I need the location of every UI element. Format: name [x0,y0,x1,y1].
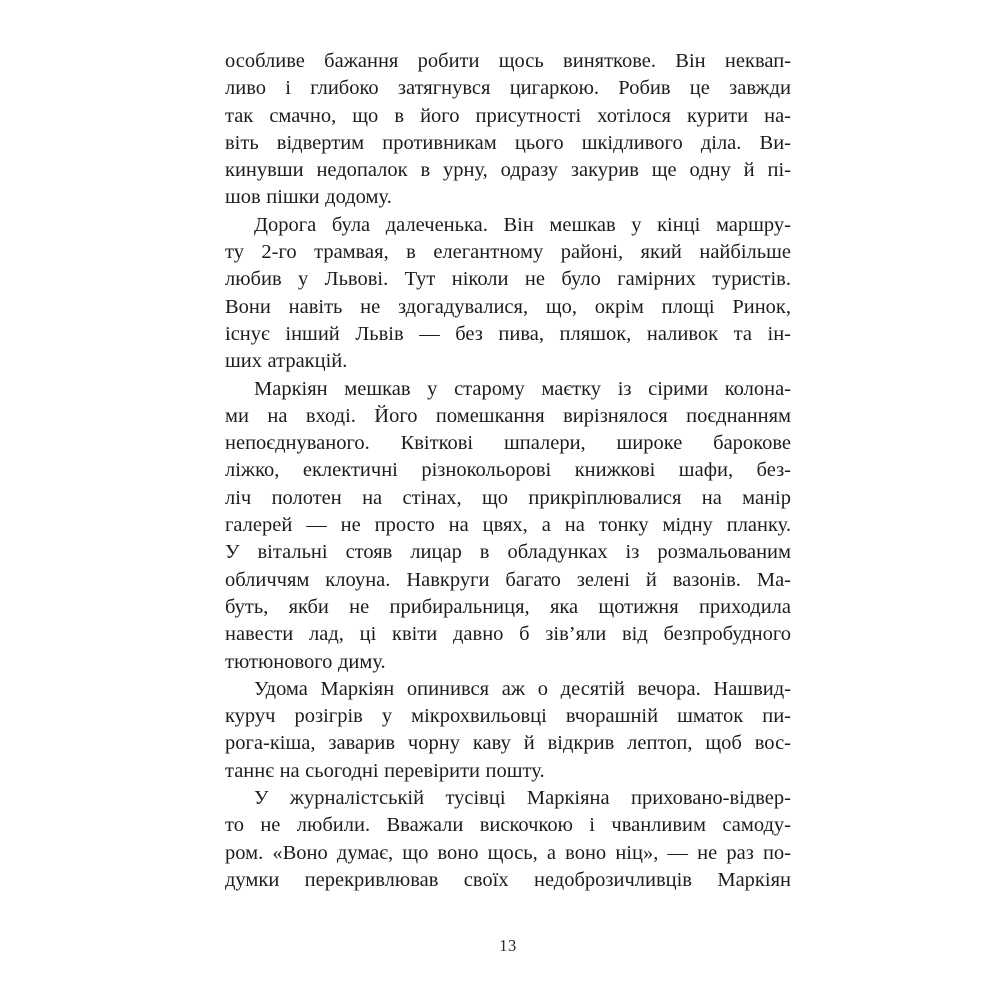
text-line: думки перекривлював своїх недоброзичливців Маркіян [225,868,791,891]
text-line: рога-кіша, заварив чорну каву й відкрив лептоп, щоб вос- [225,732,791,755]
text-line: так смачно, що в його присутності хотілося курити на- [225,104,791,127]
text-line: таннє на сьогодні перевірити пошту. [225,759,545,782]
text-line: тютюнового диму. [225,650,386,673]
text-line: Дорога була далеченька. Він мешкав у кінці маршру- [254,213,791,236]
text-line: обличчям клоуна. Навкруги багато зелені й вазонів. Ма- [225,568,791,591]
text-line: навести лад, ці квіти давно б зів’яли від безпробудного [225,623,791,646]
paragraph [225,676,791,785]
text-line: галерей — не просто на цвях, а на тонку мідну планку. [225,514,791,537]
text-line: ром. «Воно думає, що воно щось, а воно ніц», — не раз по- [225,841,791,864]
text-line: то не любили. Вважали вискочкою і чванливим самоду- [225,814,791,837]
text-line: Удома Маркіян опинився аж о десятій вечора. Нашвид- [254,677,791,700]
text-line: ліжко, еклектичні різнокольорові книжкові шафи, без- [225,459,791,482]
text-line: буть, якби не прибиральниця, яка щотижня приходила [225,595,791,618]
paragraph [225,212,791,376]
text-line: любив у Львові. Тут ніколи не було гамірних туристів. [225,268,791,291]
text-line: У журналістській тусівці Маркіяна приховано-відвер- [254,787,791,810]
paragraph [225,785,791,894]
text-line: ліч полотен на стінах, що прикріплювалися на манір [225,486,791,509]
page-number: 13 [499,936,517,955]
text-line: ливо і глибоко затягнувся цигаркою. Робив це завжди [225,77,791,100]
text-line: існує інший Львів — без пива, пляшок, наливок та ін- [225,322,791,345]
text-line: кинувши недопалок в урну, одразу закурив ще одну й пі- [225,159,791,182]
text-line: куруч розігрів у мікрохвильовці вчорашній шматок пи- [225,705,791,728]
page-footer [225,936,791,956]
paragraph [225,376,791,676]
text-line: віть відвертим противникам цього шкідливого діла. Ви- [225,131,791,154]
text-line: ших атракцій. [225,350,348,373]
text-line: Вони навіть не здогадувалися, що, окрім площі Ринок, [225,295,791,318]
text-line: ми на вході. Його помешкання вирізнялося поєднанням [225,404,791,427]
text-line: ту 2-го трамвая, в елегантному районі, який найбільше [225,241,791,264]
text-line: У вітальні стояв лицар в обладунках із розмальованим [225,541,791,564]
text-line: шов пішки додому. [225,186,392,209]
text-line: Маркіян мешкав у старому маєтку із сірими колона- [254,377,791,400]
text-line: непоєднуваного. Квіткові шпалери, широке барокове [225,432,791,455]
text-line: особливе бажання робити щось виняткове. Він неквап- [225,50,791,72]
paragraph [225,48,791,212]
text-block [225,48,791,894]
